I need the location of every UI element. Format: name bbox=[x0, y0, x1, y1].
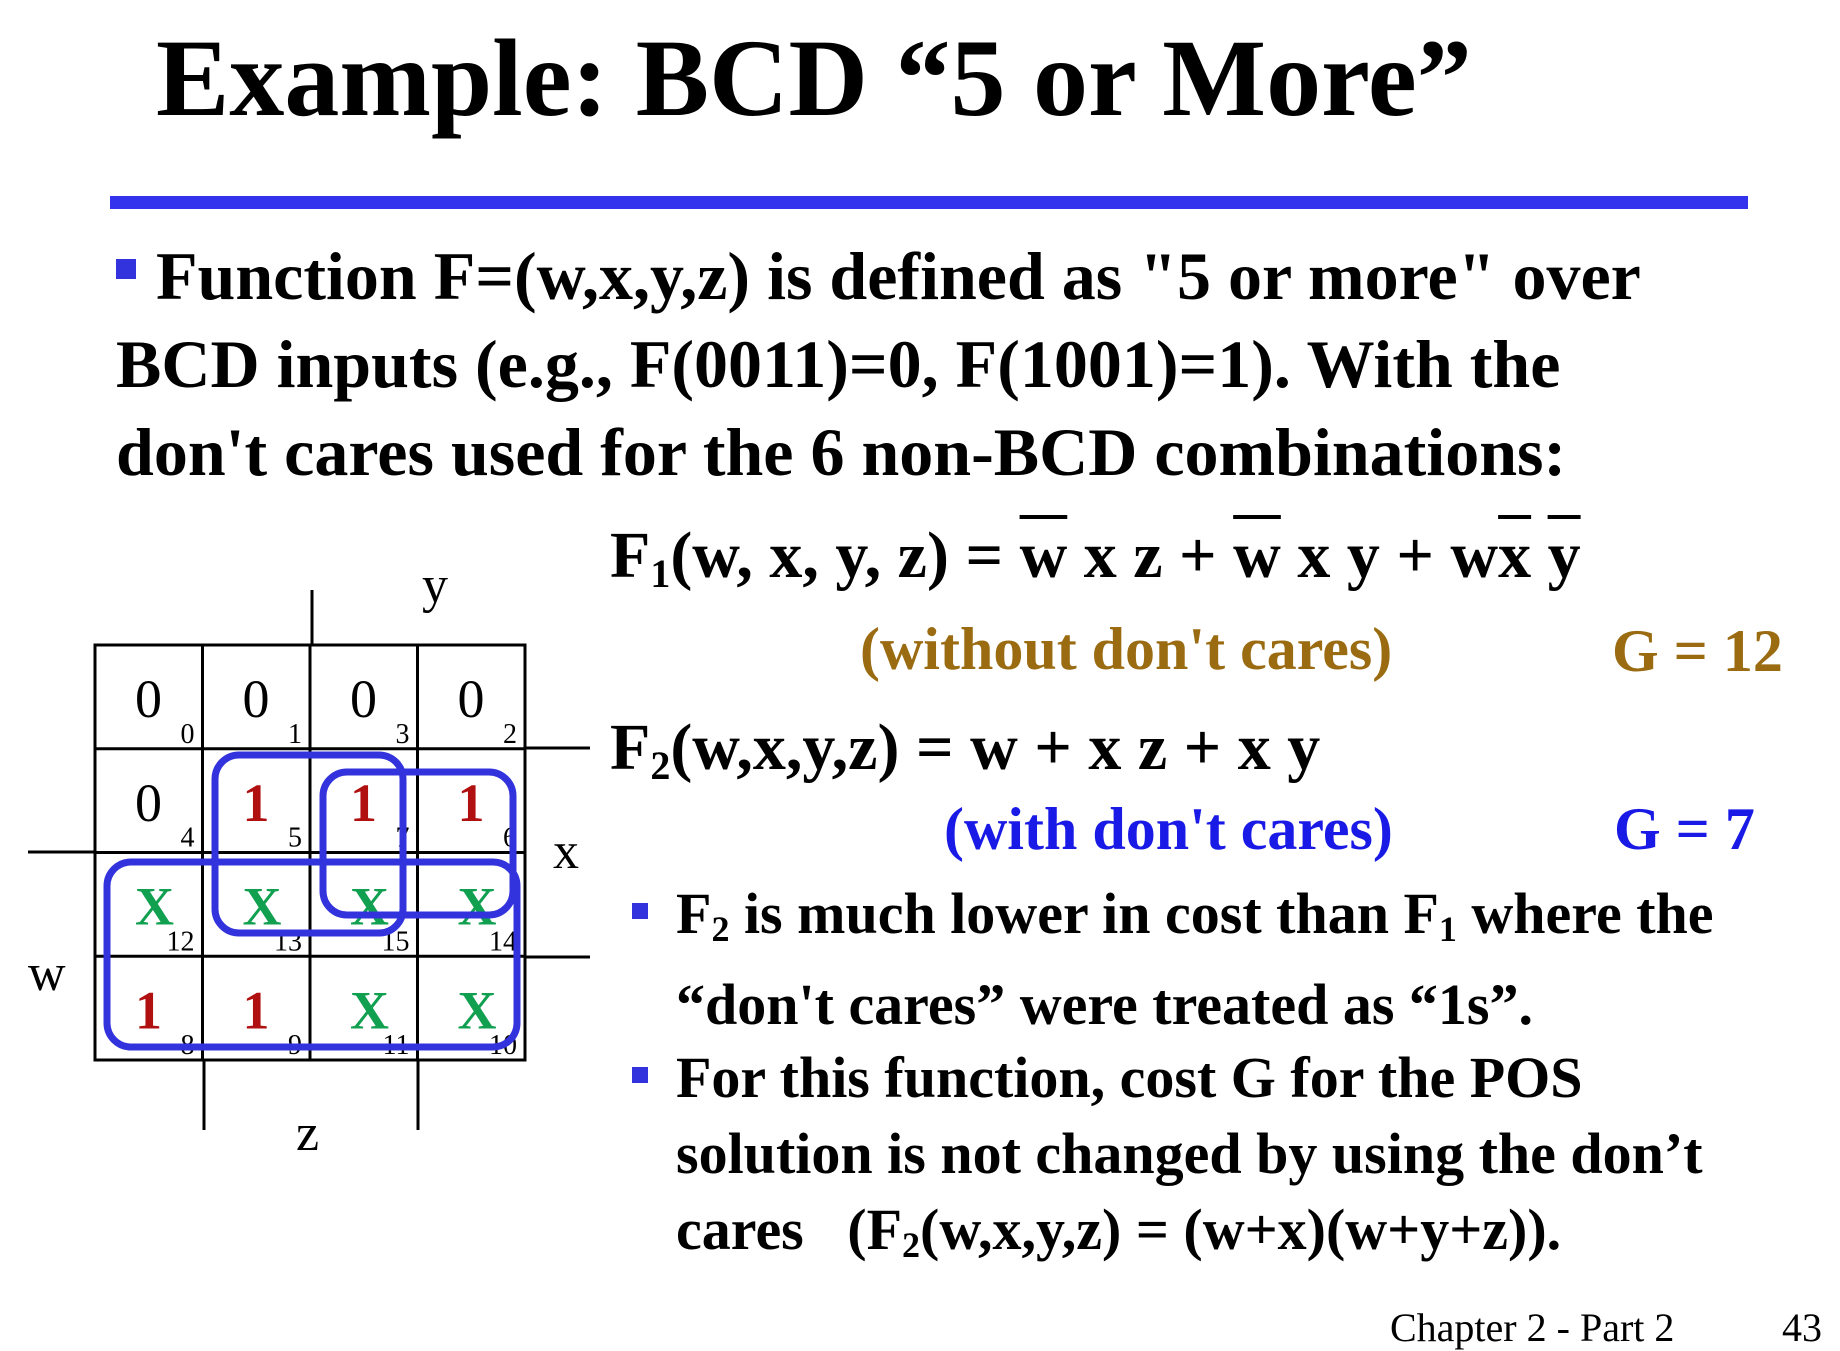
f2-equation: $F_2(w,x,y,z) = w + x$ z + x y bbox=[610, 711, 1321, 788]
kmap-minterm-index: 5 bbox=[288, 822, 302, 854]
f2-note: (with don't cares) bbox=[944, 796, 1393, 862]
intro-line-3: don't cares used for the 6 non-BCD combinations: bbox=[116, 414, 1567, 490]
intro-line-2: BCD inputs (e.g., F(0011)=0, F(1001)=1). With the bbox=[116, 326, 1561, 402]
kmap-minterm-index: 3 bbox=[395, 718, 410, 750]
kmap-cell-value: X bbox=[457, 980, 497, 1041]
kmap-minterm-index: 2 bbox=[503, 718, 517, 750]
kmap-cell-value: X bbox=[350, 980, 389, 1041]
kmap-cell-value: 1 bbox=[350, 772, 377, 833]
kmap-cell-value: 0 bbox=[135, 669, 162, 729]
f1-term2-complement: $\overline{w}$ bbox=[1233, 519, 1281, 592]
var-label-y: y bbox=[422, 557, 448, 614]
var-label-z: z bbox=[296, 1105, 320, 1162]
f1-term3-complement-x: $\overline{x}$ bbox=[1498, 519, 1532, 592]
f1-equation: $F_1(w$, x, y, $z) = \overline{w}$ x $z + \overline{w}$ x $y + w\overline{x}$ $\overline{y}$ bbox=[610, 519, 1581, 596]
kmap-cell-value: X bbox=[242, 876, 282, 937]
kmap-cell-value: 1 bbox=[135, 980, 162, 1041]
kmap-minterm-index: 13 bbox=[274, 926, 302, 958]
f1-note: (without don't cares) bbox=[860, 616, 1393, 682]
kmap-minterm-index: 0 bbox=[180, 718, 195, 750]
kmap-cell-value: X bbox=[350, 876, 389, 937]
kmap-cell-value: 1 bbox=[457, 772, 485, 833]
kmap-minterm-index: 10 bbox=[489, 1030, 517, 1061]
kmap-cell-value: 0 bbox=[350, 669, 377, 729]
intro-line-1: Function F=(w,x,y,z) is defined as "5 or more" over bbox=[156, 238, 1641, 314]
kmap-cell-value: X bbox=[457, 876, 497, 937]
kmap-minterm-index: 1 bbox=[288, 718, 302, 750]
kmap-minterm-index: 9 bbox=[288, 1030, 302, 1061]
kmap-minterm-index: 15 bbox=[381, 926, 410, 958]
kmap-minterm-index: 7 bbox=[395, 822, 410, 854]
kmap-minterm-index: 11 bbox=[382, 1030, 410, 1061]
var-label-x: x bbox=[553, 823, 579, 880]
page-title: Example: BCD “5 or More” bbox=[156, 17, 1472, 139]
bullet-pos-cost: For this function, cost G for the POS solution is not changed by using the don’t cares $(F_2(w,x,y,z) = (w+x)(w+y+z))$. bbox=[632, 1040, 1703, 1283]
footer-chapter: Chapter 2 - Part 2 bbox=[1390, 1305, 1675, 1350]
kmap-cell-value: X bbox=[135, 876, 174, 937]
kmap-minterm-index: 6 bbox=[503, 822, 517, 854]
f1-cost: G = 12 bbox=[1612, 618, 1783, 684]
f2-cost: G = 7 bbox=[1614, 796, 1755, 862]
kmap-minterm-index: 4 bbox=[180, 822, 195, 854]
bullet-cost-comparison: $F_2$ is much lower in cost than $F_1$ where the “don't cares” were treated as “1s”. bbox=[632, 876, 1714, 1043]
kmap-minterm-index: 12 bbox=[166, 926, 195, 958]
kmap-cell-value: 0 bbox=[135, 772, 162, 833]
var-label-w: w bbox=[28, 945, 66, 1002]
kmap-minterm-index: 14 bbox=[489, 926, 517, 958]
kmap-minterm-index: 8 bbox=[180, 1030, 195, 1061]
footer-page-number: 43 bbox=[1782, 1305, 1822, 1350]
f1-term3-complement-y: $\overline{y}$ bbox=[1547, 519, 1581, 592]
kmap-cell-value: 0 bbox=[242, 669, 270, 729]
f1-term1-complement: $\overline{w}$ bbox=[1019, 519, 1068, 592]
kmap-cell-value: 0 bbox=[457, 669, 485, 729]
kmap-cell-value: 1 bbox=[242, 980, 270, 1041]
kmap-cell-value: 1 bbox=[242, 772, 270, 833]
